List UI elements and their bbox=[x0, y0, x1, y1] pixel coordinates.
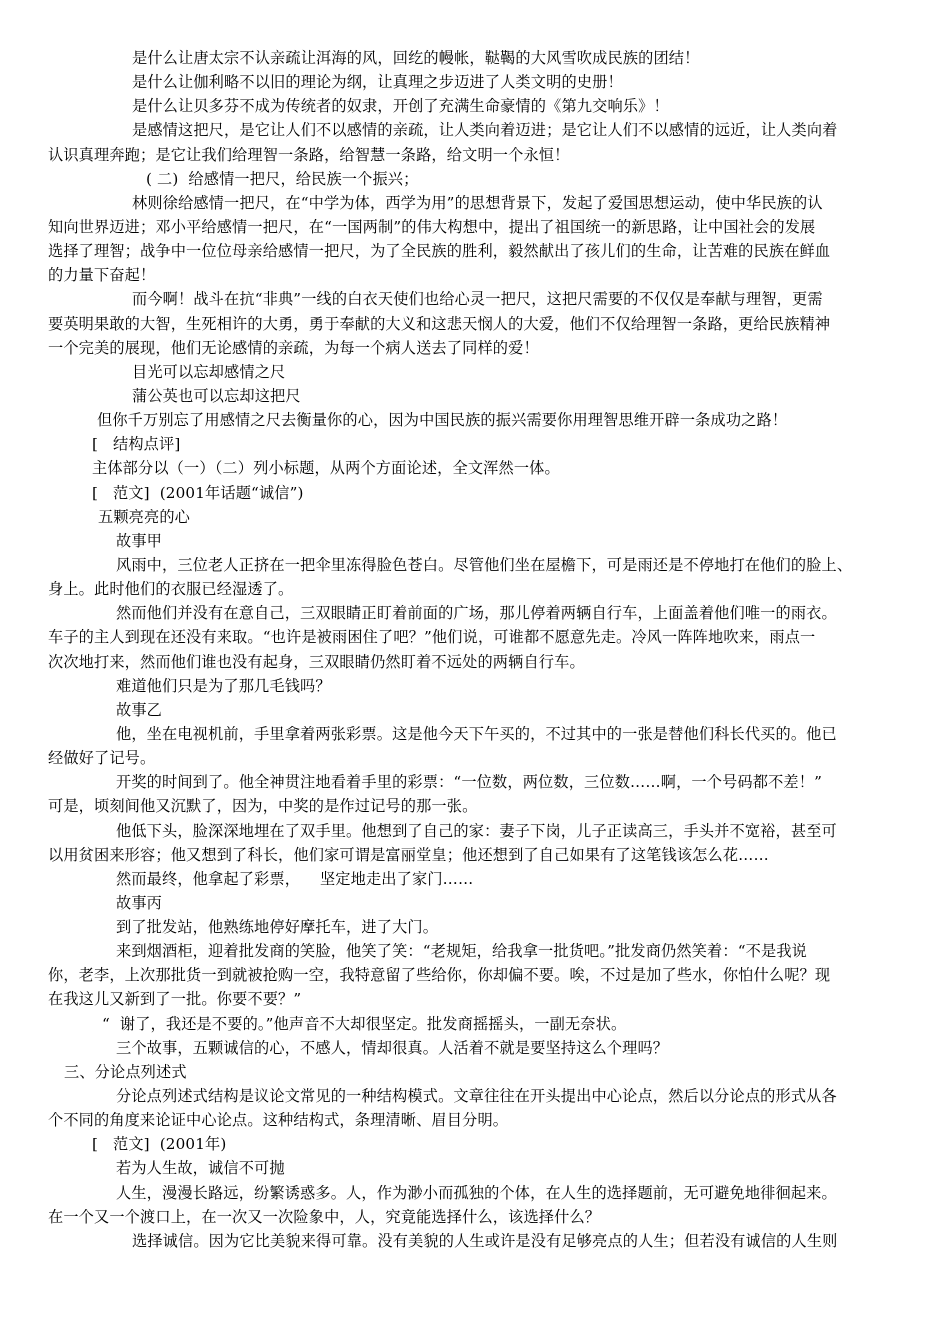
text-line: 经做好了记号。 bbox=[48, 749, 156, 768]
text-line: 他低下头，脸深深地埋在了双手里。他想到了自己的家：妻子下岗，儿子正读高三，手头并不宽裕，甚至可 bbox=[116, 821, 837, 840]
text-line: 是什么让贝多芬不成为传统者的奴隶，开创了充满生命豪情的《第九交响乐》！ bbox=[132, 97, 669, 116]
text-line: 难道他们只是为了那几毛钱吗？ bbox=[116, 676, 331, 695]
text-line: 次次地打来，然而他们谁也没有起身，三双眼睛仍然盯着不远处的两辆自行车。 bbox=[48, 652, 585, 671]
text-line: 林则徐给感情一把尺，在“中学为体，西学为用”的思想背景下，发起了爱国思想运动，使中华民族的认 bbox=[132, 193, 823, 212]
text-line: 是感情这把尺，是它让人们不以感情的亲疏，让人类向着迈进；是它让人们不以感情的远近，让人类向着 bbox=[132, 121, 838, 140]
text-line: 认识真理奔跑；是它让我们给理智一条路，给智慧一条路，给文明一个永恒！ bbox=[48, 145, 570, 164]
text-line: 故事甲 bbox=[116, 531, 163, 550]
text-line: 目光可以忘却感情之尺 bbox=[132, 362, 286, 381]
text-line: 人生，漫漫长路远，纷繁诱惑多。人，作为渺小而孤独的个体，在人生的选择题前，无可避免地徘徊起来。 bbox=[116, 1183, 837, 1202]
text-line: 身上。此时他们的衣服已经湿透了。 bbox=[48, 580, 294, 599]
text-line: 开奖的时间到了。他全神贯注地看着手里的彩票：“一位数，两位数，三位数……啊，一个号码都不差！” bbox=[116, 773, 823, 792]
text-line: 一个完美的展现，他们无论感情的亲疏，为每一个病人送去了同样的爱！ bbox=[48, 338, 539, 357]
document-page bbox=[48, 46, 908, 1253]
text-line: 车子的主人到现在还没有来取。“也许是被雨困住了吧？”他们说，可谁都不愿意先走。冷风一阵阵地吹来，雨点一 bbox=[48, 628, 816, 647]
text-line: [ 范文] (2001年话题“诚信”) bbox=[92, 483, 304, 502]
text-line: 而今啊！战斗在抗“非典”一线的白衣天使们也给心灵一把尺，这把尺需要的不仅仅是奉献与理智，更需 bbox=[132, 290, 823, 309]
text-line: 但你千万别忘了用感情之尺去衡量你的心，因为中国民族的振兴需要你用理智思维开辟一条成功之路！ bbox=[97, 411, 788, 430]
text-line: [ 范文] (2001年) bbox=[92, 1135, 227, 1154]
text-line: 三、分论点列述式 bbox=[64, 1062, 187, 1081]
text-line: 然而最终，他拿起了彩票， 坚定地走出了家门…… bbox=[116, 869, 474, 888]
text-line: 他，坐在电视机前，手里拿着两张彩票。这是他今天下午买的，不过其中的一张是替他们科长代买的。他已 bbox=[116, 724, 837, 743]
text-line: 知向世界迈进；邓小平给感情一把尺，在“一国两制”的伟大构想中，提出了祖国统一的新思路，让中国社会的发展 bbox=[48, 217, 816, 236]
text-line: 选择了理智；战争中一位位母亲给感情一把尺，为了全民族的胜利，毅然献出了孩儿们的生命，让苦难的民族在鲜血 bbox=[48, 242, 831, 261]
text-line: 是什么让唐太宗不认亲疏让洱海的风，回纥的幔帐，鞑鞨的大风雪吹成民族的团结！ bbox=[132, 49, 700, 67]
text-line: 可是，顷刻间他又沉默了，因为，中奖的是作过记号的那一张。 bbox=[48, 797, 478, 816]
text-line: 五颗亮亮的心 bbox=[98, 507, 191, 526]
text-line: 蒲公英也可以忘却这把尺 bbox=[132, 386, 301, 405]
text-line: 在一个又一个渡口上，在一次又一次险象中，人，究竟能选择什么，该选择什么？ bbox=[48, 1207, 601, 1226]
text-line: 你，老李，上次那批货一到就被抢购一空，我特意留了些给你，你却偏不要。唉，不过是加了些水，你怕什么呢？现 bbox=[48, 966, 831, 985]
text-line: 若为人生故，诚信不可抛 bbox=[116, 1159, 285, 1178]
text-line: 在我这儿又新到了一批。你要不要？” bbox=[48, 990, 302, 1009]
text-line: 要英明果敢的大智，生死相许的大勇，勇于奉献的大义和这悲天悯人的大爱，他们不仅给理智一条路，更给民族精神 bbox=[48, 314, 831, 333]
text-line: 然而他们并没有在意自己，三双眼睛正盯着前面的广场，那儿停着两辆自行车，上面盖着他们唯一的雨衣。 bbox=[116, 604, 837, 623]
text-line: 是什么让伽利略不以旧的理论为纲，让真理之步迈进了人类文明的史册！ bbox=[132, 73, 623, 92]
text-line: “ 谢了，我还是不要的。”他声音不大却很坚定。批发商摇摇头，一副无奈状。 bbox=[102, 1014, 627, 1033]
text-line: ( 二) 给感情一把尺，给民族一个振兴； bbox=[146, 169, 419, 188]
text-line: 故事丙 bbox=[116, 893, 163, 912]
text-line: 的力量下奋起！ bbox=[48, 266, 156, 285]
text-line: 来到烟酒柜，迎着批发商的笑脸，他笑了笑：“老规矩，给我拿一批货吧。”批发商仍然笑着：“不是我说 bbox=[116, 942, 807, 961]
text-line: 到了批发站，他熟练地停好摩托车，进了大门。 bbox=[116, 918, 439, 937]
text-line: 以用贫困来形容；他又想到了科长，他们家可谓是富丽堂皇；他还想到了自己如果有了这笔钱该怎么花…… bbox=[48, 845, 769, 864]
text-line: 风雨中，三位老人正挤在一把伞里冻得脸色苍白。尽管他们坐在屋檐下，可是雨还是不停地打在他们的脸上、 bbox=[116, 555, 853, 574]
text-line: 分论点列述式结构是议论文常见的一种结构模式。文章往往在开头提出中心论点，然后以分论点的形式从各 bbox=[116, 1087, 837, 1106]
text-line: 个不同的角度来论证中心论点。这种结构式，条理清晰、眉目分明。 bbox=[48, 1111, 509, 1130]
text-line: [ 结构点评] bbox=[92, 435, 181, 454]
text-line: 主体部分以（一）（二）列小标题，从两个方面论述，全文浑然一体。 bbox=[92, 459, 560, 478]
text-line: 故事乙 bbox=[116, 700, 163, 719]
text-line: 选择诚信。因为它比美貌来得可靠。没有美貌的人生或许是没有足够亮点的人生；但若没有诚信的人生则 bbox=[132, 1231, 838, 1250]
text-line: 三个故事，五颗诚信的心，不感人，情却很真。人活着不就是要坚持这么个理吗？ bbox=[116, 1038, 669, 1057]
